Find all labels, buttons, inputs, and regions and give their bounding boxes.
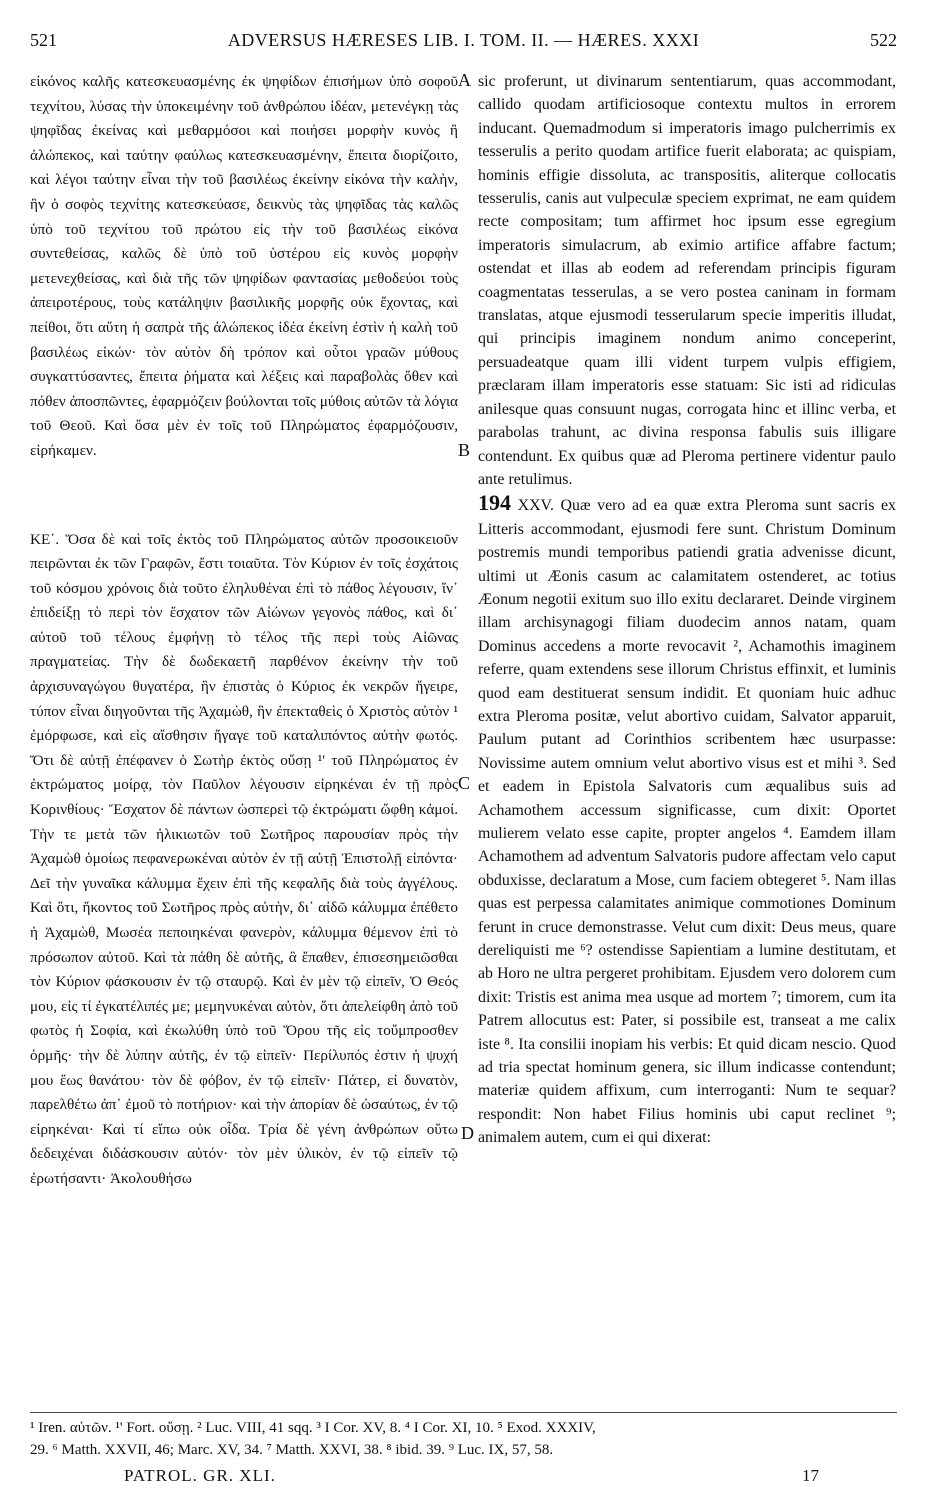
greek-column [30,70,458,1192]
margin-marker-c: C [458,773,471,793]
latin-paragraph-1: sic proferunt, ut divinarum sententiarum, quas accommodant, callido quodam artificiosoque contextu multos in errorem inducant. Quemadmodum si imperatoris imago pulcherrimis ex tesserulis a perito quodam artifice fuerit elaborata; ac quispiam, hominis effigie dissoluta, ac transpositis, aliterque collocatis tesserulis, canis aut vulpeculæ speciem exprimat, ne eam quidem recte compositam; tum affirmet hoc ipsum esse egregium imperatoris simulacrum, ab eximio artifice affabre factum; ostendat et illas ab eodem ad referendam principis figuram coagmentatas tesserulas, a se vero postea caninam in formam translatas, atque ejusmodi tesserularum specie imperitis illudat, qui principis imaginem nondum animo conceperint, persuadeatque quam illi vident turpem vulpis effigiem, præclaram illam imperatoris esse statuam: Sic isti ad ridiculas anilesque quas consuunt nugas, corrogata hinc et illinc verba, et parabolas trahunt, ac divina responsa fabulis suis illigare contendunt. Ex quibus quæ ad Pleroma pertinere videntur paulo ante retulimus. [478,73,896,488]
latin-column [478,70,896,1150]
latin-paragraph-2 [478,491,896,1149]
footnote-line-2: 29. ⁶ Matth. XXVII, 46; Marc. XV, 34. ⁷ Matth. XXVI, 38. ⁸ ibid. 39. ⁹ Luc. IX, 57, 58. [30,1442,554,1458]
column-number: 194 [478,490,511,516]
margin-marker-b: B [458,440,471,460]
running-title: ADVERSUS HÆRESES LIB. I. TOM. II. — HÆRES. XXXI [227,30,700,50]
page-number-right: 522 [870,30,897,50]
footer-signature: PATROL. GR. XLI. [124,1466,276,1485]
latin-paragraph-2-text: XXV. Quæ vero ad ea quæ extra Pleroma sunt sacris ex Litteris accommodant, ejusmodi fere sunt. Christum Dominum postremis mundi temporibus patiendi gratia advenisse dicunt, ultimi ut Æonis casum ac calamitatem ostenderet, ac totius Æonum negotii exitum suo illo exitu declararet. Deinde virginem illam archisynagogi filiam duodecim annos natam, quam Dominus accedens a morte revocavit ², Achamothis imaginem referre, quam extendens sese illorum Christus effinxit, et luminis quod eam destituerat sensum indidit. Et quoniam huic adhuc extra Pleroma positæ, velut abortivo cuidam, Salvator apparuit, Paulum putant ad Corinthios scribentem hæc usurpasse: Novissime autem omnium velut abortivo visus est et mihi ³. Sed et eadem in Epistola Salvatoris cum æqualibus suis ad Achamothem accessum significasse, cum dixit: Oportet mulierem velato esse capite, propter angelos ⁴. Eamdem illam Achamothem ad adventum Salvatoris pudore affectam velo caput obduxisse, declaratum a Mose, cum faciem obtegeret ⁵. Nam illas quas est perpessa calamitates animique commotiones Dominum ferunt in cruce demonstrasse. Velut cum dixit: Deus meus, quare dereliquisti me ⁶? ostendisse Sapientiam a lumine destitutam, et ab Horo ne ultra pergeret prohibitam. Ejusdem vero dolorem cum dixit: Tristis est anima mea usque ad mortem ⁷; timorem, cum ita Patrem allocutus est: Pater, si possibile est, transeat a me calix iste ⁸. Ita consilii inopiam his verbis: Et quid dicam nescio. Quod ad tria spectat hominum genera, sic illum indicasse contendunt; materiæ quidem affixum, cum interroganti: Num te sequar? respondit: Non habet Filius hominis ubi caput reclinet ⁹; animalem autem, cum ei qui dixerat: [478,497,896,1147]
page-header [30,30,897,60]
greek-paragraph-2: ΚΕ΄. Ὅσα δὲ καὶ τοῖς ἐκτὸς τοῦ Πληρώματος αὐτῶν προσοικειοῦν πειρῶνται ἐκ τῶν Γραφῶν, ἔστι τοιαῦτα. Τὸν Κύριον ἐν τοῖς ἐσχάτοις τοῦ κόσμου χρόνοις διὰ τοῦτο ἐληλυθέναι ἐπὶ τὸ πάθος λέγουσιν, ἵν᾽ ἐπιδείξῃ τὸ περὶ τὸν ἔσχατον τῶν Αἰώνων γεγονὸς πάθος, καὶ δι᾽ αὐτοῦ τοῦ τέλους ἐμφήνῃ τὸ τέλος τῆς περὶ τοὺς Αἰῶνας πραγματείας. Τὴν δὲ δωδεκαετῆ παρθένον ἐκείνην τὴν τοῦ ἀρχισυναγώγου θυγατέρα, ἣν ἐπιστὰς ὁ Κύριος ἐκ νεκρῶν ἤγειρε, τύπον εἶναι διηγοῦνται τῆς Ἀχαμὼθ, ἣν ἐπεκταθεὶς ὁ Χριστὸς αὐτὸν ¹ ἐμόρφωσε, καὶ εἰς αἴσθησιν ἤγαγε τοῦ καταλιπόντος αὐτὴν φωτός. Ὅτι δὲ αὐτῇ ἐπέφανεν ὁ Σωτὴρ ἐκτὸς οὔσῃ ¹' τοῦ Πληρώματος ἐν ἐκτρώματος μοίρᾳ, τὸν Παῦλον λέγουσιν εἰρηκέναι ἐν τῇ πρὸς Κορινθίους· Ἔσχατον δὲ πάντων ὡσπερεὶ τῷ ἐκτρώματι ὤφθη κἀμοί. Τὴν τε μετὰ τῶν ἡλικιωτῶν τοῦ Σωτῆρος παρουσίαν πρὸς τὴν Ἀχαμὼθ ὁμοίως πεφανερωκέναι αὐτὸν ἐν τῇ αὐτῇ Ἐπιστολῇ εἰπόντα· Δεῖ τὴν γυναῖκα κάλυμμα ἔχειν ἐπὶ τῆς κεφαλῆς διὰ τοὺς ἀγγέλους. Καὶ ὅτι, ἥκοντος τοῦ Σωτῆρος πρὸς αὐτὴν, δι᾽ αἰδῶ κάλυμμα ἐπέθετο ἡ Ἀχαμὼθ, Μωσέα πεποιηκέναι φανερὸν, κάλυμμα θέμενον ἐπὶ τὸ πρόσωπον αὐτοῦ. Καὶ τὰ πάθη δὲ αὐτῆς, ἃ ἔπαθεν, ἐπισεσημειῶσθαι τὸν Κύριον φάσκουσιν ἐν τῷ σταυρῷ. Καὶ ἐν μὲν τῷ εἰπεῖν, Ὁ Θεός μου, εἰς τί ἐγκατέλιπές με; μεμηνυκέναι αὐτὸν, ὅτι ἀπελείφθη ἀπὸ τοῦ φωτὸς ἡ Σοφία, καὶ ἐκωλύθη ὑπὸ τοῦ Ὅρου τῆς εἰς τοὔμπροσθεν ὁρμῆς· τὴν δὲ λύπην αὐτῆς, ἐν τῷ εἰπεῖν· Περίλυπός ἐστιν ἡ ψυχή μου ἕως θανάτου· τὸν δὲ φόβον, ἐν τῷ εἰπεῖν· Πάτερ, εἰ δυνατὸν, παρελθέτω ἀπ᾽ ἐμοῦ τὸ ποτήριον· καὶ τὴν ἀπορίαν δὲ ὡσαύτως, ἐν τῷ εἰρηκέναι· Καὶ τί εἴπω οὐκ οἶδα. Τρία δὲ γένη ἀνθρώπων οὕτω δεδειχέναι διδάσκουσιν αὐτόν· τὸν μὲν ὑλικὸν, ἐν τῷ εἰπεῖν τῷ ἐρωτήσαντι· Ἀκολουθήσω [30,530,458,1187]
margin-marker-a: A [458,70,471,90]
footnote-line-1: ¹ Iren. αὐτῶν. ¹' Fort. οὔσῃ. ² Luc. VIII, 41 sqq. ³ I Cor. XV, 8. ⁴ I Cor. XI, 10. ⁵ Exod. XXXIV, [30,1420,596,1436]
greek-paragraph-1: εἰκόνος καλῆς κατεσκευασμένης ἐκ ψηφίδων ἐπισήμων ὑπὸ σοφοῦ τεχνίτου, λύσας τὴν ὑποκειμένην τοῦ ἀνθρώπου ἰδέαν, μετενέγκῃ τὰς ψηφῖδας ἐκείνας καὶ μεθαρμόσοι καὶ ποιήσει μορφὴν κυνὸς ἢ ἀλώπεκος, καὶ ταύτην φαύλως κατεσκευασμένην, ἔπειτα διορίζοιτο, καὶ λέγοι ταύτην εἶναι τὴν τοῦ βασιλέως ἐκείνην εἰκόνα τὴν καλὴν, ἣν ὁ σοφὸς τεχνίτης κατεσκεύασε, δεικνὺς τὰς ψηφῖδας τὰς καλῶς ὑπὸ τοῦ τεχνίτου τοῦ πρώτου εἰς τὴν τοῦ βασιλέως εἰκόνα συντεθείσας, καλῶς δὲ ὑπὸ τοῦ ὑστέρου εἰς κυνὸς μορφὴν μετενεχθείσας, καὶ διὰ τῆς τῶν ψηφίδων φαντασίας μεθοδεύοι τοὺς ἀπειροτέρους, τοὺς κατάληψιν βασιλικῆς μορφῆς οὐκ ἔχοντας, καὶ πείθοι, ὅτι αὕτη ἡ σαπρὰ τῆς ἀλώπεκος ἰδέα ἐκείνη ἐστὶν ἡ καλὴ τοῦ βασιλέως εἰκών· τὸν αὐτὸν δὴ τρόπον καὶ οὗτοι γραῶν μύθους συγκαττύσαντες, ἔπειτα ῥήματα καὶ λέξεις καὶ παραβολὰς ὅθεν καὶ πόθεν ἀποσπῶντες, ἐφαρμόζειν βούλονται τοῖς μύθοις αὐτῶν τὰ λόγια τοῦ Θεοῦ. Καὶ ὅσα μὲν ἐν τοῖς τοῦ Πληρώματος ἐφαρμόζουσιν, εἰρήκαμεν. [30,73,458,459]
footnotes [30,1412,897,1461]
page-number-left: 521 [30,30,57,50]
paragraph-gap [30,464,458,528]
footer-gathering-number: 17 [802,1466,819,1485]
margin-marker-d: D [461,1123,474,1143]
